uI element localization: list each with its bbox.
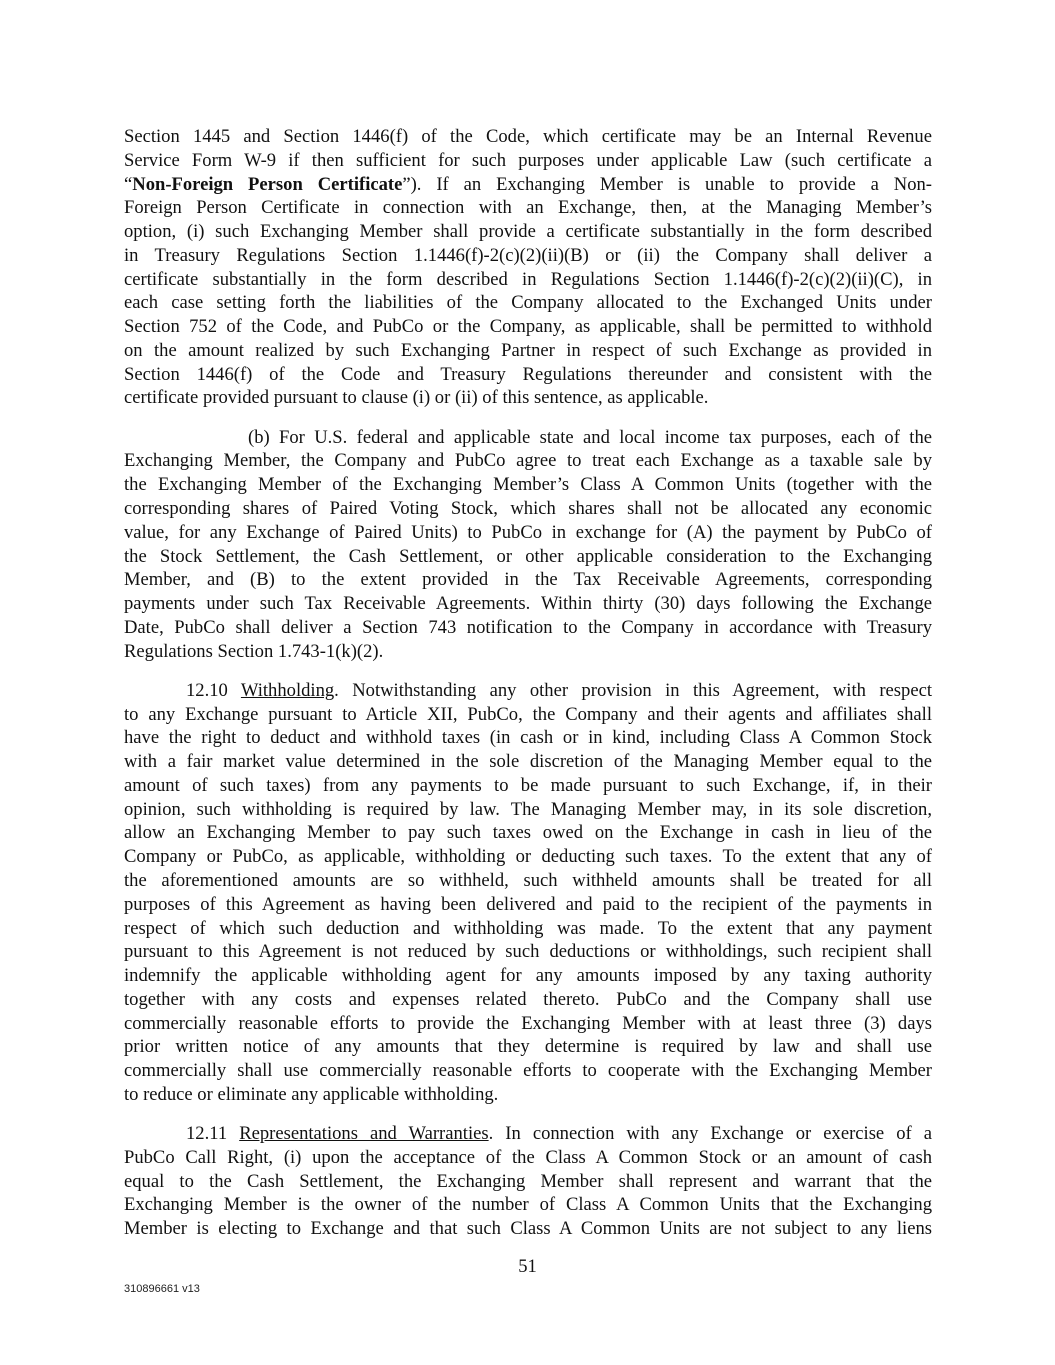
section-heading: Representations and Warranties <box>239 1123 489 1145</box>
text-line <box>124 1012 932 1036</box>
text-line <box>124 821 932 845</box>
text-run: “ <box>124 173 133 195</box>
text-line <box>124 196 932 220</box>
text-line <box>124 521 932 545</box>
text-line <box>124 363 932 387</box>
text-run: Service Form W-9 if then sufficient for such purposes under applicable Law (such certificate a <box>124 149 932 171</box>
text-line <box>124 125 932 149</box>
text-run: indemnify the applicable withholding agent for any amounts imposed by any taxing authority <box>124 965 932 987</box>
text-run: commercially reasonable efforts to provide the Exchanging Member with at least three (3) days <box>124 1012 932 1034</box>
text-line <box>124 917 932 941</box>
text-line <box>124 568 932 592</box>
text-run: Section 1445 and Section 1446(f) of the Code, which certificate may be an Internal Revenue <box>124 126 932 147</box>
text-line <box>124 726 932 750</box>
text-run: amount of such taxes) from any payments to be made pursuant to such Exchange, if, in their <box>124 774 932 796</box>
text-run: Date, PubCo shall deliver a Section 743 notification to the Company in accordance with Treasury <box>124 616 932 638</box>
text-run: Regulations Section 1.743-1(k)(2). <box>124 640 384 662</box>
text-line <box>124 893 932 917</box>
text-run: Member is electing to Exchange and that such Class A Common Units are not subject to any liens <box>124 1218 932 1240</box>
text-line <box>124 988 932 1012</box>
text-run: . Notwithstanding any other provision in this Agreement, with respect <box>334 679 932 701</box>
text-run: opinion, such withholding is required by law. The Managing Member may, in its sole discretion, <box>124 798 932 820</box>
text-run: Exchanging Member, the Company and PubCo agree to treat each Exchange as a taxable sale by <box>124 450 932 472</box>
text-line <box>124 315 932 339</box>
text-run: purposes of this Agreement as having been delivered and paid to the recipient of the payments in <box>124 893 932 915</box>
text-run: prior written notice of any amounts that they determine is required by law and shall use <box>124 1036 932 1058</box>
text-run: the Stock Settlement, the Cash Settlement, or other applicable consideration to the Exchanging <box>124 545 932 567</box>
text-line <box>124 616 932 640</box>
text-run: ”). If an Exchanging Member is unable to provide a Non- <box>402 173 932 195</box>
section-heading: Withholding <box>240 679 335 701</box>
text-run: . In connection with any Exchange or exercise of a <box>488 1123 932 1145</box>
text-run: with a fair market value determined in the sole discretion of the Managing Member equal to the <box>124 751 932 773</box>
text-run: Section 1446(f) of the Code and Treasury Regulations thereunder and consistent with the <box>124 363 932 385</box>
text-line <box>124 268 932 292</box>
text-line <box>124 798 932 822</box>
text-line <box>124 1170 932 1194</box>
text-run: to any Exchange pursuant to Article XII, PubCo, the Company and their agents and affiliates shall <box>124 703 932 725</box>
document-body <box>124 125 932 1256</box>
text-run: on the amount realized by such Exchanging Partner in respect of such Exchange as provided in <box>124 339 932 361</box>
paragraph <box>124 1122 932 1241</box>
text-run: value, for any Exchange of Paired Units) to PubCo in exchange for (A) the payment by PubCo of <box>124 521 932 543</box>
text-run: have the right to deduct and withhold taxes (in cash or in kind, including Class A Common Stock <box>124 727 932 749</box>
text-run: option, (i) such Exchanging Member shall provide a certificate substantially in the form described <box>124 221 932 243</box>
text-line <box>124 149 932 173</box>
text-run: payments under such Tax Receivable Agreements. Within thirty (30) days following the Exchange <box>124 593 932 615</box>
text-run: Company or PubCo, as applicable, withholding or deducting such taxes. To the extent that any of <box>124 846 932 868</box>
text-line <box>124 774 932 798</box>
text-line <box>124 940 932 964</box>
text-run: corresponding shares of Paired Voting Stock, which shares shall not be allocated any economic <box>124 497 932 519</box>
text-run: certificate provided pursuant to clause (i) or (ii) of this sentence, as applicable. <box>124 387 709 409</box>
text-line <box>124 244 932 268</box>
text-line <box>124 640 932 664</box>
text-run: together with any costs and expenses related thereto. PubCo and the Company shall use <box>124 988 932 1010</box>
paragraph <box>124 679 932 1107</box>
text-line <box>124 497 932 521</box>
defined-term: Non-Foreign Person Certificate <box>132 173 403 195</box>
text-run: 12.10 <box>186 679 241 701</box>
paragraph <box>124 426 932 664</box>
text-line <box>124 545 932 569</box>
text-run: Foreign Person Certificate in connection with an Exchange, then, at the Managing Member’s <box>124 197 932 219</box>
text-line <box>124 1035 932 1059</box>
text-run: to reduce or eliminate any applicable withholding. <box>124 1083 499 1105</box>
text-line <box>124 386 932 410</box>
text-run: Exchanging Member is the owner of the number of Class A Common Units that the Exchanging <box>124 1194 932 1216</box>
page-number: 51 <box>518 1256 537 1277</box>
paragraph <box>124 125 932 410</box>
text-line <box>124 473 932 497</box>
text-run: 12.11 <box>186 1123 240 1145</box>
text-line <box>124 220 932 244</box>
text-line <box>124 291 932 315</box>
text-line <box>124 1059 932 1083</box>
text-line <box>124 964 932 988</box>
document-id: 310896661 v13 <box>124 1283 200 1295</box>
text-line <box>124 1146 932 1170</box>
text-run: (b) For U.S. federal and applicable state and local income tax purposes, each of the <box>248 426 932 448</box>
text-run: equal to the Cash Settlement, the Exchanging Member shall represent and warrant that the <box>124 1170 932 1192</box>
text-line <box>124 426 932 450</box>
text-line <box>124 845 932 869</box>
text-run: commercially shall use commercially reasonable efforts to cooperate with the Exchanging Member <box>124 1060 932 1082</box>
text-line <box>124 1083 932 1107</box>
text-run: Section 752 of the Code, and PubCo or the Company, as applicable, shall be permitted to withhold <box>124 316 932 338</box>
text-line <box>124 1217 932 1241</box>
text-line <box>124 1122 932 1146</box>
text-run: certificate substantially in the form described in Regulations Section 1.1446(f)-2(c)(2)(ii)(C), in <box>124 268 932 290</box>
text-run: respect of which such deduction and withholding was made. To the extent that any payment <box>124 917 932 939</box>
text-line <box>124 339 932 363</box>
text-run: allow an Exchanging Member to pay such taxes owed on the Exchange in cash in lieu of the <box>124 822 932 844</box>
text-line <box>124 679 932 703</box>
text-line <box>124 449 932 473</box>
text-line <box>124 703 932 727</box>
text-run: each case setting forth the liabilities of the Company allocated to the Exchanged Units under <box>124 292 932 314</box>
text-line <box>124 869 932 893</box>
text-run: PubCo Call Right, (i) upon the acceptance of the Class A Common Stock or an amount of cash <box>124 1146 932 1168</box>
text-run: the Exchanging Member of the Exchanging Member’s Class A Common Units (together with the <box>124 474 932 496</box>
text-run: Member, and (B) to the extent provided in the Tax Receivable Agreements, corresponding <box>124 569 932 591</box>
text-line <box>124 750 932 774</box>
text-line <box>124 592 932 616</box>
text-run: in Treasury Regulations Section 1.1446(f)-2(c)(2)(ii)(B) or (ii) the Company shall deliver a <box>124 244 932 266</box>
text-run: the aforementioned amounts are so withheld, such withheld amounts shall be treated for all <box>124 869 932 891</box>
text-run: pursuant to this Agreement is not reduced by such deductions or withholdings, such recipient shall <box>124 941 932 963</box>
text-line <box>124 1193 932 1217</box>
text-line <box>124 173 932 197</box>
